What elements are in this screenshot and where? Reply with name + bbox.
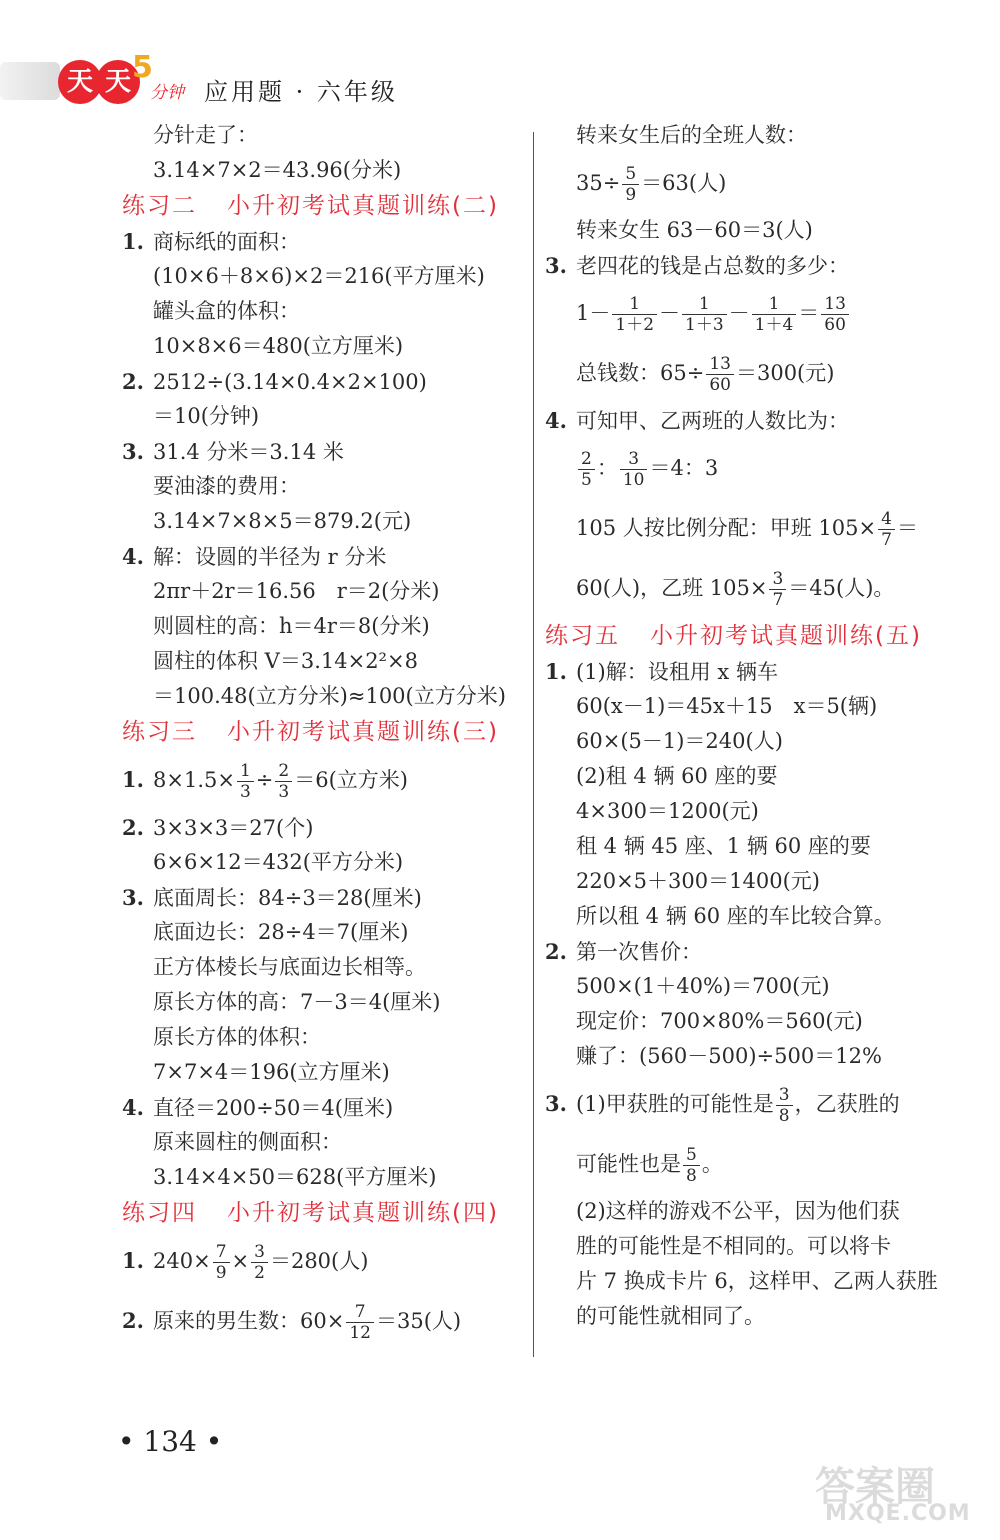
fraction	[237, 761, 254, 802]
numerator: 3	[251, 1242, 268, 1263]
text: 。	[701, 1152, 723, 1176]
denominator: 60	[709, 375, 731, 395]
text: 35÷	[576, 171, 621, 195]
text: 2512÷(3.14×0.4×2×100)	[153, 370, 427, 394]
question-line	[545, 654, 965, 689]
fraction	[251, 1242, 268, 1283]
left-column	[122, 118, 532, 1351]
question-number: 3.	[545, 1091, 567, 1116]
text-line: 所以租 4 辆 60 座的车比较合算。	[576, 904, 895, 928]
section-title: 练习三	[122, 719, 197, 745]
header-decoration	[0, 62, 60, 100]
text-line: 要油漆的费用：	[153, 474, 300, 498]
fraction	[776, 1085, 793, 1126]
question-line	[545, 403, 965, 438]
denominator: 3	[239, 782, 251, 802]
fraction	[706, 354, 734, 395]
text: ＝45(人)。	[788, 576, 895, 600]
question-line	[545, 248, 965, 283]
text-line: 赚了：(560－500)÷500＝12%	[576, 1044, 882, 1068]
question-line	[122, 880, 532, 915]
text-line	[545, 558, 965, 618]
text-line: (2)租 4 辆 60 座的要	[576, 764, 778, 788]
text: 原来的男生数：60×	[153, 1309, 345, 1333]
denominator: 1＋2	[615, 315, 655, 335]
text: 老四花的钱是占总数的多少：	[576, 254, 849, 278]
text-line: 4×300＝1200(元)	[576, 799, 759, 823]
text-line: 原长方体的体积：	[153, 1025, 321, 1049]
logo-char-1: 天	[58, 60, 102, 104]
fraction	[752, 294, 797, 335]
text: 8×1.5×	[153, 768, 235, 792]
text-line: 片 7 换成卡片 6，这样甲、乙两人获胜	[576, 1269, 938, 1293]
section-heading-5	[545, 618, 965, 654]
text: ＝300(元)	[735, 361, 835, 385]
text: ＝	[798, 301, 820, 325]
question-number: 3.	[122, 885, 144, 910]
text: 第一次售价：	[576, 940, 702, 964]
text-line	[545, 153, 965, 213]
numerator: 3	[769, 569, 786, 590]
section-subtitle: 小升初考试真题训练(五)	[650, 623, 922, 649]
text-line: 60(x－1)＝45x＋15 x＝5(辆)	[576, 694, 878, 718]
text-line: ＝10(分钟)	[153, 404, 260, 428]
logo-five: 5	[132, 50, 153, 85]
question-number: 2.	[545, 939, 567, 964]
fraction	[878, 509, 895, 550]
text: (1)解：设租用 x 辆车	[576, 660, 778, 684]
text-line: (2)这样的游戏不公平，因为他们获	[576, 1199, 900, 1223]
denominator: 7	[772, 590, 784, 610]
denominator: 12	[349, 1323, 371, 1343]
fraction	[622, 164, 639, 205]
text-line	[545, 438, 965, 498]
watermark	[815, 1455, 985, 1530]
section-heading-2	[122, 188, 532, 224]
text: 直径＝200÷50＝4(厘米)	[153, 1096, 394, 1120]
question-number: 4.	[122, 544, 144, 569]
text-line: 2πr＋2r＝16.56 r＝2(分米)	[153, 579, 440, 603]
text-line: 500×(1＋40%)＝700(元)	[576, 974, 830, 998]
text: －	[659, 301, 681, 325]
section-subtitle: 小升初考试真题训练(二)	[227, 193, 499, 219]
text: ＝280(人)	[269, 1249, 369, 1273]
text-line	[545, 498, 965, 558]
text-line: 7×7×4＝196(立方厘米)	[153, 1060, 390, 1084]
text: 105 人按比例分配：甲班 105×	[576, 516, 877, 540]
text-line: 6×6×12＝432(平方分米)	[153, 850, 404, 874]
denominator: 5	[581, 470, 592, 490]
text-line: 正方体棱长与底面边长相等。	[153, 955, 426, 979]
numerator: 13	[706, 354, 734, 375]
text: 240×	[153, 1249, 211, 1273]
page-header	[0, 50, 600, 120]
text-line: 原来圆柱的侧面积：	[153, 1130, 342, 1154]
fraction	[683, 1145, 700, 1186]
text: ＝4：3	[649, 456, 719, 480]
question-number: 1.	[122, 767, 144, 792]
text: 3×3×3＝27(个)	[153, 816, 314, 840]
watermark-text: 答案圈	[815, 1464, 935, 1510]
numerator: 2	[578, 449, 595, 470]
question-number: 3.	[122, 439, 144, 464]
text-line: ＝100.48(立方分米)≈100(立方分米)	[153, 684, 506, 708]
numerator: 3	[620, 449, 648, 470]
question-number: 2.	[122, 815, 144, 840]
numerator: 5	[622, 164, 639, 185]
numerator: 1	[612, 294, 657, 315]
watermark-url: MXQE.COM	[825, 1501, 971, 1526]
question-line	[122, 1231, 532, 1291]
text-line: 的可能性就相同了。	[576, 1304, 765, 1328]
question-number: 1.	[545, 659, 567, 684]
fraction	[275, 761, 292, 802]
logo-char-2: 天	[96, 60, 140, 104]
numerator: 1	[237, 761, 254, 782]
fraction	[346, 1302, 374, 1343]
text-line: 胜的可能性是不相同的。可以将卡	[576, 1234, 891, 1258]
denominator: 8	[686, 1166, 697, 1186]
text: ÷	[255, 768, 274, 792]
numerator: 1	[682, 294, 727, 315]
question-number: 4.	[122, 1095, 144, 1120]
question-number: 4.	[545, 408, 567, 433]
section-subtitle: 小升初考试真题训练(三)	[227, 719, 499, 745]
text: 可能性也是	[576, 1152, 681, 1176]
numerator: 5	[683, 1145, 700, 1166]
denominator: 9	[215, 1263, 227, 1283]
text: ＝	[896, 516, 918, 540]
text-line: 现定价：700×80%＝560(元)	[576, 1009, 863, 1033]
numerator: 1	[752, 294, 797, 315]
question-line	[545, 1074, 965, 1134]
text: ＝63(人)	[641, 171, 727, 195]
text: ：	[596, 456, 618, 480]
text-line: (10×6＋8×6)×2＝216(平方厘米)	[153, 264, 485, 288]
text-line: 3.14×7×2＝43.96(分米)	[153, 158, 402, 182]
text: (1)甲获胜的可能性是	[576, 1092, 774, 1116]
question-line	[122, 434, 532, 469]
denominator: 3	[278, 782, 290, 802]
text: ，乙获胜的	[794, 1092, 900, 1116]
text: 60(人)，乙班 105×	[576, 576, 768, 600]
page-number: • 134 •	[118, 1425, 223, 1458]
question-number: 1.	[122, 1248, 144, 1273]
fraction	[612, 294, 657, 335]
text-line: 转来女生后的全班人数：	[576, 123, 807, 147]
fraction	[769, 569, 786, 610]
numerator: 4	[878, 509, 895, 530]
denominator: 9	[625, 185, 637, 205]
question-line	[122, 539, 532, 574]
text-line: 圆柱的体积 V＝3.14×2²×8	[153, 649, 418, 673]
text-line: 原长方体的高：7－3＝4(厘米)	[153, 990, 441, 1014]
text: 底面周长：84÷3＝28(厘米)	[153, 886, 422, 910]
text: 31.4 分米＝3.14 米	[153, 440, 344, 464]
text: 1－	[576, 301, 611, 325]
text-line: 10×8×6＝480(立方厘米)	[153, 334, 404, 358]
question-line	[122, 1291, 532, 1351]
section-title: 练习五	[545, 623, 620, 649]
denominator: 1＋4	[754, 315, 794, 335]
question-number: 2.	[122, 369, 144, 394]
text: ×	[231, 1249, 250, 1273]
section-heading-3	[122, 714, 532, 750]
text: ＝35(人)	[375, 1309, 462, 1333]
section-subtitle: 小升初考试真题训练(四)	[227, 1200, 499, 1226]
question-number: 2.	[122, 1308, 144, 1333]
numerator: 7	[213, 1242, 230, 1263]
numerator: 7	[346, 1302, 374, 1323]
question-line	[122, 810, 532, 845]
question-number: 3.	[545, 253, 567, 278]
text-line: 转来女生 63－60＝3(人)	[576, 218, 813, 242]
denominator: 8	[778, 1106, 790, 1126]
fraction	[578, 449, 595, 490]
question-line	[122, 364, 532, 399]
question-line	[545, 934, 965, 969]
text-line: 60×(5－1)＝240(人)	[576, 729, 783, 753]
numerator: 13	[821, 294, 849, 315]
text-line	[545, 283, 965, 343]
denominator: 10	[622, 470, 645, 490]
question-line	[122, 750, 532, 810]
numerator: 3	[776, 1085, 793, 1106]
text: －	[728, 301, 750, 325]
denominator: 1＋3	[685, 315, 724, 335]
text: 可知甲、乙两班的人数比为：	[576, 409, 849, 433]
text: 总钱数：65÷	[576, 361, 705, 385]
question-line	[122, 1090, 532, 1125]
right-column	[545, 118, 965, 1334]
text: 商标纸的面积：	[153, 230, 300, 254]
fraction	[213, 1242, 230, 1283]
denominator: 7	[881, 530, 892, 550]
section-heading-4	[122, 1195, 532, 1231]
text-line: 分针走了：	[153, 123, 258, 147]
text-line: 3.14×7×8×5＝879.2(元)	[153, 509, 412, 533]
fraction	[682, 294, 727, 335]
text-line	[545, 1134, 965, 1194]
text: 解：设圆的半径为 r 分米	[153, 545, 387, 569]
logo-minutes: 分钟	[150, 83, 184, 103]
text-line: 则圆柱的高：h＝4r＝8(分米)	[153, 614, 430, 638]
question-line	[122, 224, 532, 259]
book-title: 应用题 · 六年级	[204, 78, 398, 106]
denominator: 60	[824, 315, 846, 335]
numerator: 2	[275, 761, 292, 782]
section-title: 练习二	[122, 193, 197, 219]
text-line: 租 4 辆 45 座、1 辆 60 座的要	[576, 834, 871, 858]
fraction	[821, 294, 849, 335]
text-line: 罐头盒的体积：	[153, 299, 300, 323]
text-line: 3.14×4×50＝628(平方厘米)	[153, 1165, 437, 1189]
text-line: 底面边长：28÷4＝7(厘米)	[153, 920, 409, 944]
text-line: 220×5＋300＝1400(元)	[576, 869, 820, 893]
question-number: 1.	[122, 229, 144, 254]
section-title: 练习四	[122, 1200, 197, 1226]
text-line	[545, 343, 965, 403]
denominator: 2	[254, 1263, 265, 1283]
text: ＝6(立方米)	[294, 768, 408, 792]
fraction	[620, 449, 648, 490]
column-divider	[533, 132, 534, 1357]
